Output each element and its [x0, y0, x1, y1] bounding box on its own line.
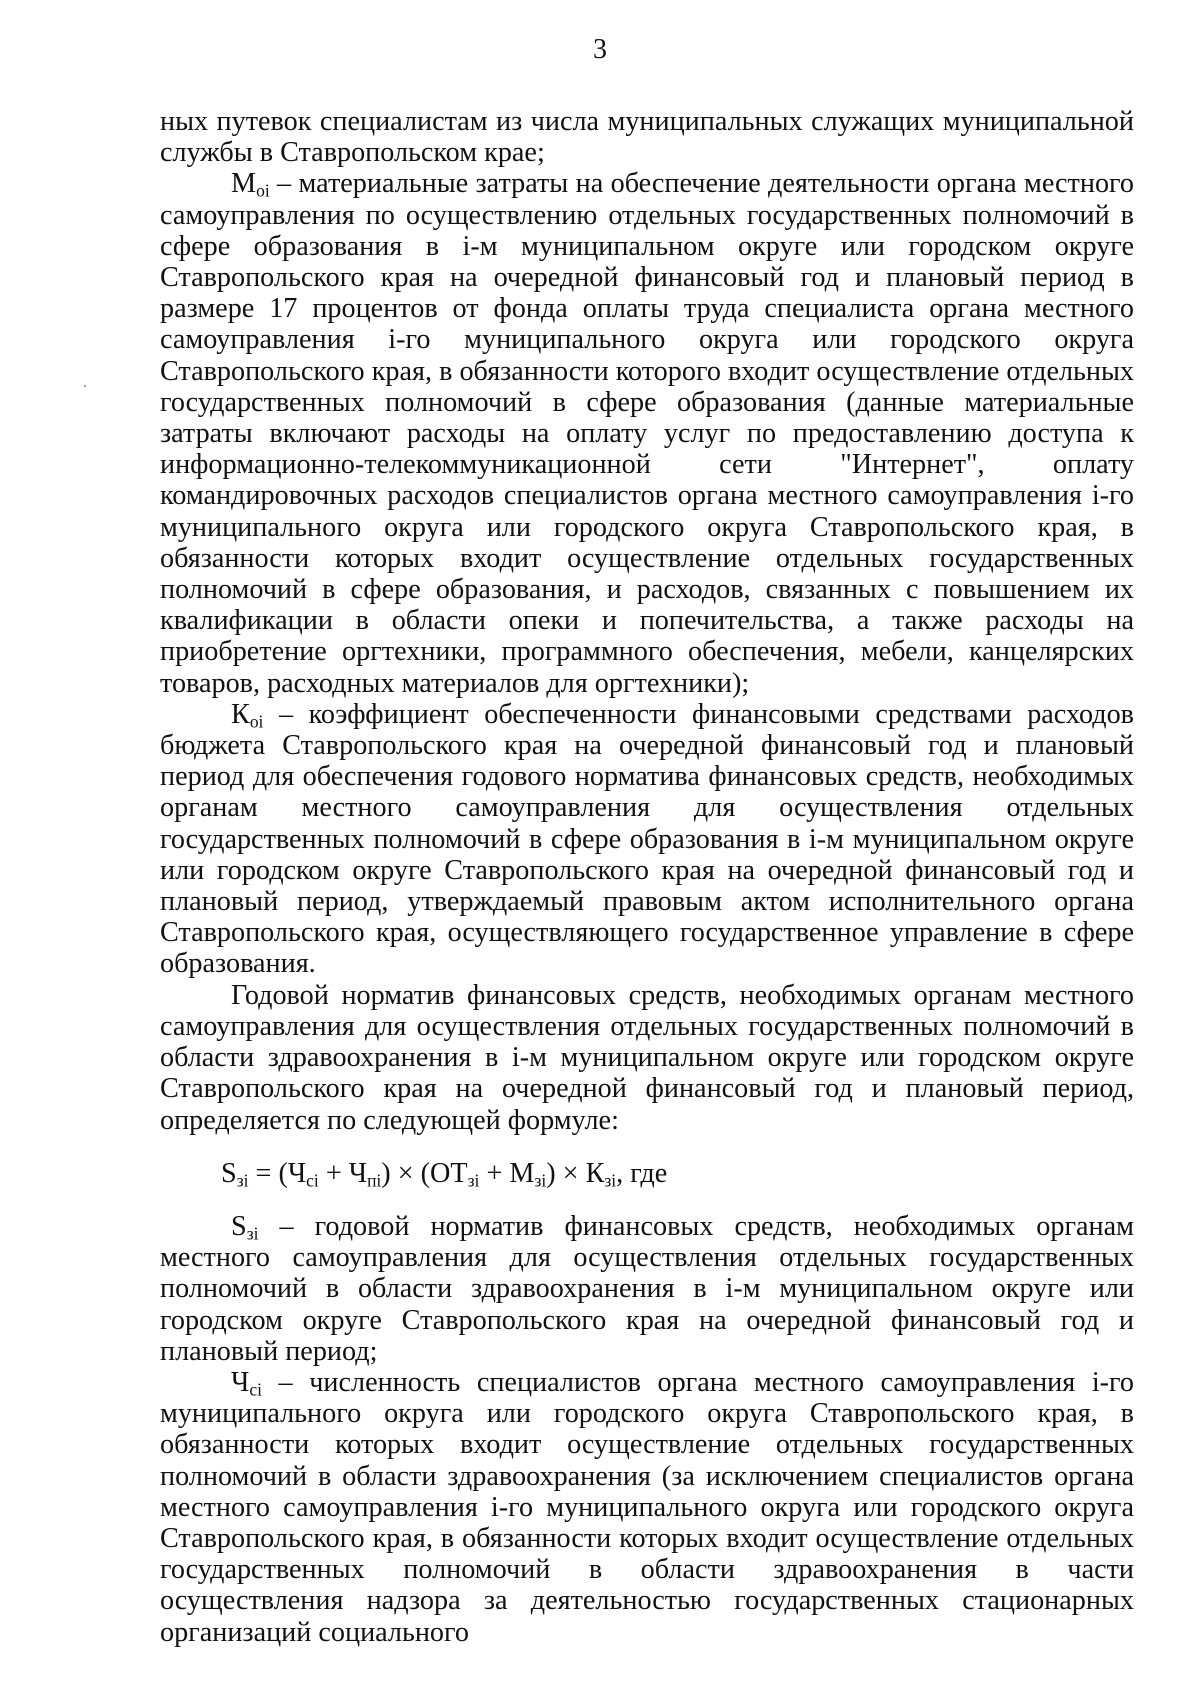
symbol-k: К [231, 698, 250, 730]
symbol-ch: Ч [231, 1366, 250, 1398]
paragraph-s-zi [160, 1211, 1134, 1367]
symbol-m: М [231, 168, 257, 200]
scan-speck [84, 385, 86, 387]
subscript-oi: oi [256, 180, 270, 201]
paragraph-ch-ci [160, 1367, 1134, 1648]
page-number: 3 [593, 34, 607, 65]
subscript-oi: oi [249, 711, 264, 732]
paragraph-annual-norm: Годовой норматив финансовых средств, необходимых органам местного самоуправления для осуществления отдельных государственных полномочий в области здравоохранения в i-м муниципальном округе или городском округе Ставропольского края на очередной финансовый год и плановый период, определяется по следующей формуле: [160, 979, 1134, 1136]
paragraph-m-oi [160, 168, 1134, 698]
formula: $S_{зi} = (Ч_{ci} + Ч_{пi}) \times (ОТ_{зi} + М_{зi}) \times К_{зi}$, где [221, 1157, 668, 1191]
paragraph-text: – годовой норматив финансовых средств, необходимых органам местного самоуправления для осуществления отдельных государственных полномочий в области здравоохранения в i-м муниципальном округе или городском округе Ставропольского края на очередной финансовый год и плановый период; [160, 1210, 1134, 1367]
paragraph-text: – коэффициент обеспеченности финансовыми средствами расходов бюджета Ставропольского края на очередной финансовый год и плановый период для обеспечения годового норматива финансовых средств, необходимых органам местного самоуправления для осуществления отдельных государственных полномочий в сфере образования в i-м муниципальном округе или городском округе Ставропольского края на очередной финансовый год и плановый период, утверждаемый правовым актом исполнительного органа Ставропольского края, осуществляющего государственное управление в сфере образования. [160, 698, 1134, 980]
paragraph-text: – численность специалистов органа местного самоуправления i-го муниципального округа или городского округа Ставропольского края, в обязанности которых входит осуществление отдельных государственных полномочий в области здравоохранения (за исключением специалистов органа местного самоуправления i-го муниципального округа или городского округа Ставропольского края, в обязанности которых входит осуществление отдельных государственных полномочий в области здравоохранения в части осуществления надзора за деятельностью государственных стационарных организаций социального [160, 1366, 1134, 1648]
document-body [160, 106, 1134, 1648]
paragraph-text: – материальные затраты на обеспечение деятельности органа местного самоуправления по осуществлению отдельных государственных полномочий в сфере образования в i-м муниципальном округе или городском округе Ставропольского края на очередной финансовый год и плановый период в размере 17 процентов от фонда оплаты труда специалиста органа местного самоуправления i-го муниципального округа или городского округа Ставропольского края, в обязанности которого входит осуществление отдельных государственных полномочий в сфере образования (данные материальные затраты включают расходы на оплату услуг по предоставлению доступа к информационно-телекоммуникационной сети "Интернет", оплату командировочных расходов специалистов органа местного самоуправления i-го муниципального округа или городского округа Ставропольского края, в обязанности которых входит осуществление отдельных государственных полномочий в сфере образования, и расходов, связанных с повышением их квалификации в области опеки и попечительства, а также расходы на приобретение оргтехники, программного обеспечения, мебели, канцелярских товаров, расходных материалов для оргтехники); [160, 168, 1134, 699]
subscript-ci: ci [249, 1379, 262, 1400]
paragraph-continuation: ных путевок специалистам из числа муниципальных служащих муниципальной службы в Ставропольском крае; [160, 106, 1134, 169]
symbol-s: S [231, 1210, 247, 1242]
paragraph-k-oi [160, 699, 1134, 980]
subscript-zi: зi [246, 1223, 259, 1244]
